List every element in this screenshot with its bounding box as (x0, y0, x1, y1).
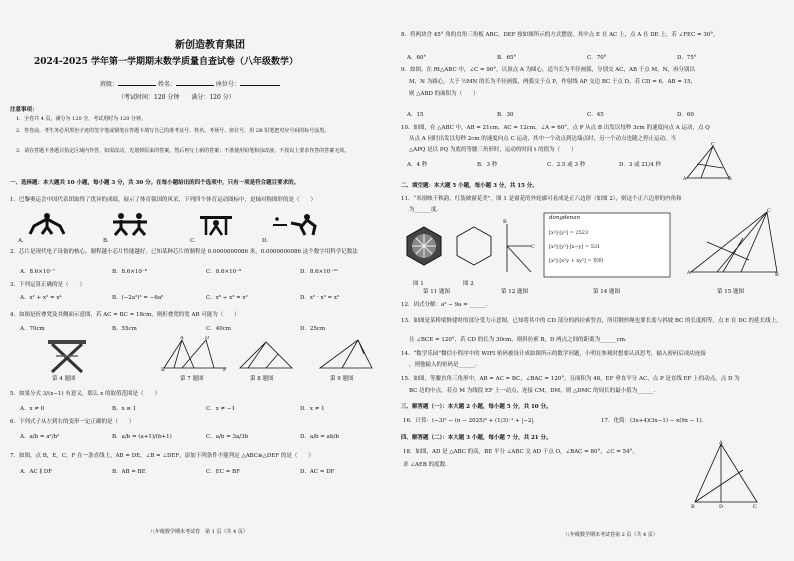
q8-opt-a: A．60° (407, 55, 427, 61)
q6-opt-d: D．a/b = ab/b (300, 434, 339, 440)
q2-opt-b: B．8.6×10⁻⁸ (112, 269, 148, 275)
svg-text:B: B (161, 367, 165, 372)
question-2: 2．芯片是现代电子设备的核心，制程越小芯片性能越好。已知某种芯片的制程是 0.0000000086 米，0.0000000086 这个数字用科学记数法 (10, 249, 358, 255)
figure-q8-small (236, 338, 296, 372)
caption-fig-7: 第 7 题图 (180, 376, 204, 382)
question-12: 12．因式分解：a³ − 9a = ______． (401, 302, 492, 308)
svg-text:A: A (719, 440, 723, 446)
caption-fig-11a: 图 1 (413, 281, 424, 287)
figure-11-window-flower (403, 225, 445, 267)
question-18: 18．如图，AD 是 △ABC 的高，BE 平分 ∠ABC 交 AD 于点 O，∠BAC = 80°，∠C = 54°， (403, 449, 638, 455)
question-7: 7．如图，点 B，E，C，F 在一条直线上，AB = DE，∠B = ∠DEF，添加下列条件不能判定 △ABC≌△DEF 的是（ ） (10, 453, 314, 459)
question-10-cont-2: △APQ 是以 PQ 为底的等腰三角形时，运动的时间 t 的值为（ ） (409, 147, 577, 153)
section-1-heading: 一、选择题：本大题共 10 小题，每小题 3 分，共 30 分。在每小题给出的四个选项中，只有一项是符合题目要求的。 (10, 180, 300, 186)
q6-opt-c: C．a/b = 3a/3b (206, 434, 249, 440)
q10-opt-a: A．4 秒 (407, 162, 428, 168)
caption-fig-12: 第 12 题图 (501, 289, 528, 295)
note-1: 1．全卷共 4 页，满分为 120 分，考试用时为 120 分钟。 (16, 116, 146, 122)
figure-q9 (316, 336, 376, 372)
q3-opt-a: A．x² + x² = x⁴ (20, 295, 62, 301)
figure-q4-stool (44, 338, 90, 374)
question-5: 5．如果分式 3/(x−1) 有意义，那么 x 的取值范围是（ ） (10, 391, 160, 397)
question-16: 16．计算：(−3)² − (π − 2025)⁰ + (1/3)⁻¹ + |−2|． (403, 418, 539, 424)
q10-opt-d: D．3 或 21/4 秒 (619, 162, 662, 168)
caption-fig-14: 第 14 题图 (593, 289, 620, 295)
svg-text:C: C (531, 244, 535, 250)
svg-text:B: B (503, 219, 507, 225)
svg-text:A: A (687, 270, 691, 276)
q5-opt-a: A．x ≠ 0 (20, 406, 45, 412)
exam-time-score: （考试时间：120 分钟 满分：120 分） (118, 94, 235, 101)
question-13: 13．如图是某桥梁修建时的部分受力示意图，已知将其中的 CD 部分的斜拉索竖直，所用钢丝绳也要长度与斜坡 BC 的长度相等，点 E 在 DC 的延长线上， (401, 318, 782, 324)
section-2-heading: 二、填空题：本大题 5 小题，每小题 3 分，共 15 分。 (401, 183, 538, 189)
q1-option-b-icon (107, 212, 153, 236)
caption-fig-11b: 图 2 (463, 281, 474, 287)
q6-opt-a: A．a/b = a²/b² (20, 434, 60, 440)
question-14-cont: ，则他输入的密码是______． (409, 362, 481, 368)
q1-opt-b: B. (103, 238, 109, 244)
question-17: 17．化简：(3x+4)(3x−1) − x(9x − 1)． (601, 418, 708, 424)
caption-fig-9: 第 9 题图 (330, 376, 354, 382)
q3-opt-d: D．x² · x³ = x⁵ (300, 295, 340, 301)
q2-opt-c: C．8.6×10⁻⁹ (206, 269, 242, 275)
q4-opt-b: B．55cm (112, 326, 137, 332)
question-6: 6．下列式子从左到右的变形一定正确的是（ ） (10, 419, 135, 425)
q1-opt-a: A. (18, 238, 24, 244)
svg-text:B: B (775, 272, 779, 278)
q7-opt-a: A．AC ∥ DF (20, 469, 52, 475)
wifi-line-1: [x²]·[y²] = 2523 (549, 230, 589, 236)
q5-opt-c: C．x ≠ −1 (206, 406, 236, 412)
svg-text:F: F (223, 367, 227, 372)
question-9-cont-2: 则 △ABD 的面积为（ ） (409, 91, 479, 97)
svg-text:C: C (711, 142, 715, 148)
figure-q12 (501, 218, 537, 276)
q7-opt-b: B．AB = BE (112, 469, 146, 475)
q3-opt-c: C．x⁶ ÷ x³ = x² (206, 295, 248, 301)
notes-heading: 注意事项： (10, 107, 38, 113)
q8-opt-b: B．65° (497, 55, 517, 61)
question-18-cont: 求 ∠AEB 的度数． (403, 462, 451, 468)
class-label: 班级： (100, 81, 119, 88)
svg-text:D: D (719, 504, 724, 510)
question-14: 14．“数学乐园”微信小程序中的 WIFI 密码被设计成如图所示的数学问题，小明在参观时想要认真思考，输入密码后成功连接 (401, 351, 706, 357)
q3-opt-b: B．(−2a²)³ = −6a⁶ (112, 295, 164, 301)
svg-text:B: B (728, 176, 732, 182)
q1-option-c-icon (196, 212, 236, 236)
question-1: 1．巴黎奥运会中国代表团取得了优异的成绩，展示了体育强国的风采，下列四个体育运动图标中，是轴对称图形的是（ ） (10, 197, 317, 203)
school-name: 新创造教育集团 (175, 40, 245, 51)
q2-opt-d: D．8.6×10⁻¹⁰ (300, 269, 338, 275)
q9-opt-a: A．15 (407, 112, 424, 118)
question-15-cont: BC 边的中点，若点 M 为线段 EF 上一动点，连接 CM，DM，则 △DMC 的周长的最小值为______． (409, 388, 660, 394)
q5-opt-d: D．x ≠ 1 (300, 406, 325, 412)
q7-opt-d: D．AC = DF (300, 469, 335, 475)
section-3-heading: 三、解答题（一）：本大题 2 小题，每小题 5 分，共 10 分。 (401, 404, 552, 410)
section-4-heading: 四、解答题（二）：本大题 3 小题，每小题 7 分，共 21 分。 (401, 435, 552, 441)
caption-fig-4: 第 4 题图 (52, 376, 76, 382)
figure-q10 (683, 142, 733, 182)
question-9-cont-1: M，N 为圆心，大于 ½MN 的长为半径画弧，两弧交于点 P，作射线 AP 交边 BC 于点 D，若 CD = 6，AB = 15， (409, 79, 697, 85)
figure-q18 (691, 440, 761, 510)
question-4: 4．如图是折叠凳及其侧面示意图，若 AC = BC = 18cm，则折叠凳的宽 AB 可能为（ ） (10, 312, 240, 318)
figure-q15 (687, 208, 781, 278)
svg-text:A: A (180, 336, 184, 341)
class-field (100, 82, 280, 88)
svg-text:A: A (683, 176, 687, 182)
name-label: 姓名： (157, 81, 176, 88)
svg-text:C: C (767, 208, 771, 214)
question-15: 15．如图，等腰直角三角形中，AB = AC = BC，∠BAC = 120°，且面积为 48，EF 垂直平分 AC，点 P 是直线 EF 上的动点，点 D 为 (401, 376, 740, 382)
question-8: 8．将两块含 45° 角的直角三角板 ABC，DEF 按如图所示的方式摆放，其中点 E 在 AC 上，点 A 在 DE 上，若 ∠FEC = 30°， (401, 32, 719, 38)
q9-opt-c: C．45 (587, 112, 604, 118)
q4-opt-d: D．25cm (300, 326, 326, 332)
q1-opt-c: C. (190, 238, 196, 244)
q10-opt-b: B．3 秒 (477, 162, 498, 168)
question-10-cont-1: 从点 A 同时出发以每秒 2cm 的速度向点 C 运动，其中一个动点到达端点时，另一个动点也随之停止运动，当 (409, 136, 676, 142)
q6-opt-b: B．a/b = (a+1)/(b+1) (112, 434, 172, 440)
q7-opt-c: C．EC = BF (206, 469, 240, 475)
q2-opt-a: A．8.6×10⁻⁷ (20, 269, 55, 275)
seat-label: 座位号： (215, 81, 240, 88)
svg-text:D: D (205, 336, 210, 341)
q5-opt-b: B．x ≥ 1 (112, 406, 137, 412)
question-3: 3．下列运算正确的是（ ） (10, 282, 86, 288)
page-footer-1: 八年级数学期末考试卷 第 1 页（共 4 页） (150, 529, 248, 535)
caption-fig-8: 第 8 题图 (250, 376, 274, 382)
figure-q7 (160, 336, 230, 372)
note-3: 3．请在答题卡各题目指定区域内作答，如需改动，先划掉原来的答案，然后再写上新的答案；不准使用铅笔和涂改液。不按以上要求作答的答案无效。 (16, 148, 350, 154)
question-10: 10．如图，在 △ABC 中，AB = 21cm，AC = 12cm，∠A = 60°，点 P 从点 B 出发以每秒 3cm 的速度向点 A 运动，点 Q (401, 125, 710, 131)
q1-option-d-icon (265, 212, 325, 236)
wifi-line-3: [x²]·[x²y + xy²] = 密码 (549, 258, 604, 264)
q10-opt-c: C．2.5 或 3 秒 (547, 162, 586, 168)
svg-text:C: C (753, 504, 757, 510)
exam-title: 2024-2025 学年第一学期期末数学质量自查试卷（八年级数学） (34, 57, 298, 67)
q8-opt-d: D．75° (677, 55, 697, 61)
page-footer-2: 八年级数学期末考试卷第 2 页（共 4 页） (565, 532, 658, 538)
caption-fig-15: 第 15 题图 (717, 289, 744, 295)
caption-fig-11: 第 11 题图 (423, 289, 450, 295)
wifi-line-2: [x²]·[y²]·[x−y] = 531 (549, 244, 601, 250)
question-13-cont: 且 ∠BCE = 120°，若 CD 的长为 30cm，则斜拉索 B，D 两点之间的距离为______cm． (409, 337, 631, 343)
question-11-cont: 为______度． (409, 207, 443, 213)
q1-opt-d: D. (262, 238, 268, 244)
svg-text:B: B (691, 504, 695, 510)
figure-11-hexagon (453, 225, 495, 267)
q1-option-a-icon (24, 212, 70, 236)
q4-opt-c: C．40cm (206, 326, 232, 332)
wifi-name: dongdenan (549, 215, 581, 221)
question-9: 9．如图，在 Rt△ABC 中，∠C = 90°，以顶点 A 为圆心，适当长为半径画弧，分别交 AC，AB 于点 M，N，再分别以 (401, 67, 695, 73)
note-2: 2．答卷前，考生务必用黑色字迹的签字笔或钢笔在答题卡填写自己的准考证号、姓名、考场号、座位号，用 2B 铅笔把对应号码的标号涂黑。 (16, 128, 330, 134)
q4-opt-a: A．70cm (20, 326, 45, 332)
q9-opt-d: D．60 (677, 112, 694, 118)
exam-page-2 (397, 0, 794, 561)
question-11: 11．“米窗映千秋韵，红装映窗花美”。图 1 是窗花的外轮廓可看成是正六边形（如图 2），则这个正六边形的内角和 (401, 196, 682, 202)
q8-opt-c: C．70° (587, 55, 607, 61)
q9-opt-b: B．30 (497, 112, 514, 118)
